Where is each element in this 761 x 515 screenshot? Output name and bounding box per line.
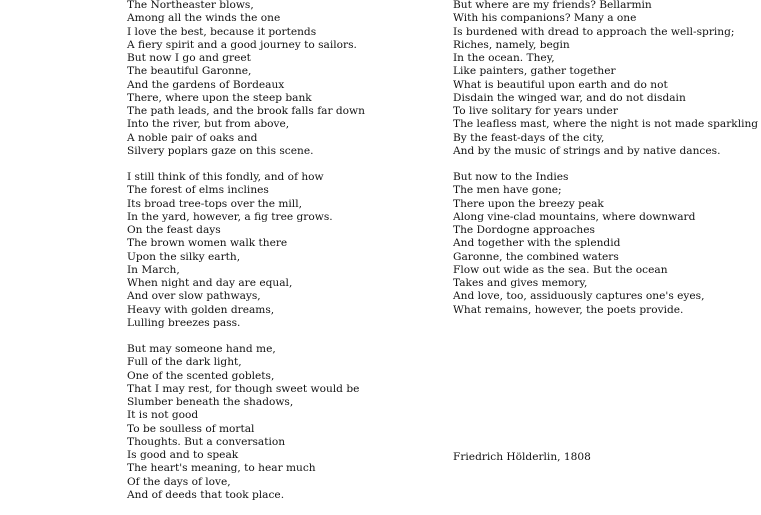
poem-line: The Dordogne approaches <box>453 224 595 236</box>
poem-column-left <box>127 0 447 515</box>
stanza-2 <box>127 171 447 330</box>
poem-line: Its broad tree-tops over the mill, <box>127 197 302 210</box>
poem-line: To be soulless of mortal <box>127 422 255 435</box>
poem-attribution: Friedrich Hölderlin, 1808 <box>453 451 591 463</box>
poem-line: A noble pair of oaks and <box>127 131 258 144</box>
poem-line: What is beautiful upon earth and do not <box>453 78 668 91</box>
poem-line: There, where upon the steep bank <box>127 91 312 104</box>
poem-line: But where are my friends? Bellarmin <box>453 0 652 11</box>
poem-line: When night and day are equal, <box>127 277 293 289</box>
poem-line: The brown women walk there <box>127 237 288 250</box>
poem-line: And love, too, assiduously captures one's eyes, <box>453 290 705 303</box>
poem-line: What remains, however, the poets provide. <box>453 303 684 316</box>
poem-line: Slumber beneath the shadows, <box>127 396 294 408</box>
poem-line: Like painters, gather together <box>453 65 616 78</box>
poem-column-right <box>453 0 759 330</box>
poem-line: Of the days of love, <box>127 475 231 488</box>
poem-line: Silvery poplars gaze on this scene. <box>127 144 314 157</box>
poem-line: Upon the silky earth, <box>127 250 241 263</box>
poem-line: And of deeds that took place. <box>127 488 285 501</box>
poem-line: Thoughts. But a conversation <box>127 435 286 448</box>
poem-line: The heart's meaning, to hear much <box>127 462 316 475</box>
poem-line: I love the best, because it portends <box>127 25 317 38</box>
poem-line: One of the scented goblets, <box>127 369 275 382</box>
poem-line: The Northeaster blows, <box>127 0 254 11</box>
poem-line: The beautiful Garonne, <box>127 65 252 78</box>
poem-line: Along vine-clad mountains, where downward <box>453 210 696 223</box>
poem-line: In the ocean. They, <box>453 52 555 64</box>
poem-line: That I may rest, for though sweet would be <box>127 382 360 395</box>
poem-line: Among all the winds the one <box>127 12 281 25</box>
poem-line: The leafless mast, where the night is not made sparkling <box>453 118 759 131</box>
poem-line: There upon the breezy peak <box>453 197 604 210</box>
stanza-5 <box>453 171 753 317</box>
poem-line: With his companions? Many a one <box>453 12 637 25</box>
poem-line: Full of the dark light, <box>127 356 242 369</box>
poem-line: And by the music of strings and by native dances. <box>453 144 721 157</box>
poem-line: On the feast days <box>127 224 221 236</box>
stanza-4 <box>453 0 759 158</box>
poem-line: Heavy with golden dreams, <box>127 303 275 316</box>
poem-line: In the yard, however, a fig tree grows. <box>127 210 333 223</box>
poem-line: Garonne, the combined waters <box>453 250 619 263</box>
poem-line: I still think of this fondly, and of how <box>127 171 324 183</box>
poem-line: By the feast-days of the city, <box>453 131 605 144</box>
poem-line: The forest of elms inclines <box>127 184 269 197</box>
stanza-1 <box>127 0 447 158</box>
poem-line: The men have gone; <box>453 184 562 197</box>
poem-line: And over slow pathways, <box>127 290 261 303</box>
poem-line: To live solitary for years under <box>453 105 618 117</box>
poem-line: Disdain the winged war, and do not disdain <box>453 91 686 104</box>
poem-line: And together with the splendid <box>453 237 621 250</box>
poem-line: Lulling breezes pass. <box>127 316 241 329</box>
poem-line: But may someone hand me, <box>127 343 276 355</box>
poem-line: Flow out wide as the sea. But the ocean <box>453 263 668 276</box>
poem-line: And the gardens of Bordeaux <box>127 78 285 91</box>
stanza-3 <box>127 343 447 502</box>
poem-line: Takes and gives memory, <box>453 277 588 289</box>
poem-line: But now to the Indies <box>453 171 569 183</box>
poem-line: A fiery spirit and a good journey to sailors. <box>127 38 357 51</box>
poem-line: Is burdened with dread to approach the well-spring; <box>453 25 735 38</box>
poem-line: The path leads, and the brook falls far down <box>127 105 365 117</box>
poem-line: Riches, namely, begin <box>453 38 570 51</box>
poem-line: In March, <box>127 263 180 276</box>
poem-line: But now I go and greet <box>127 52 251 64</box>
poem-line: Into the river, but from above, <box>127 118 290 131</box>
poem-line: It is not good <box>127 409 199 422</box>
poem-line: Is good and to speak <box>127 449 239 461</box>
